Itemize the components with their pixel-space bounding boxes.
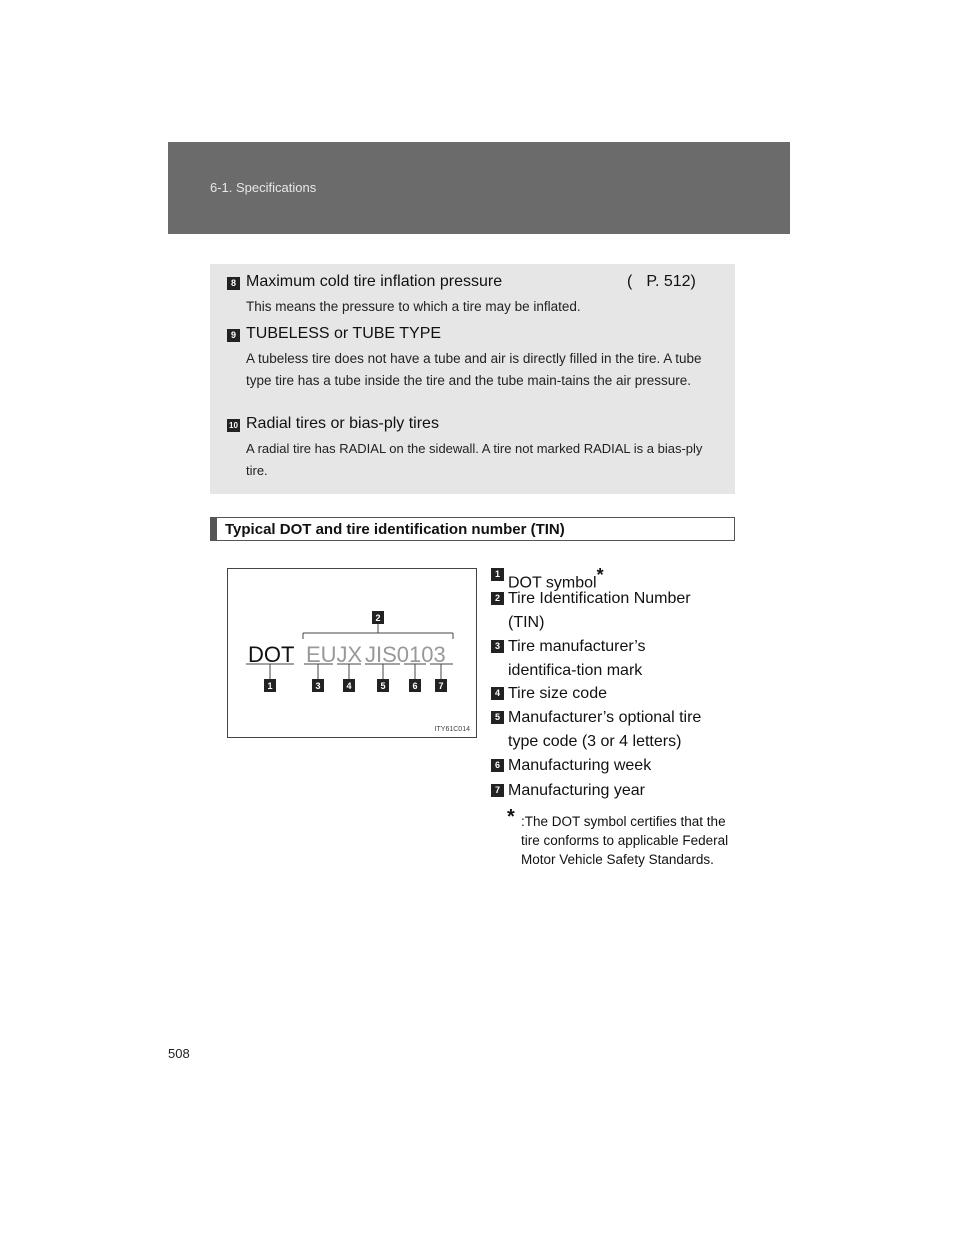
tin-diagram: [228, 569, 476, 737]
item-number-badge: 10: [227, 419, 240, 432]
tin-code-part-2: JIS0103: [365, 642, 446, 667]
item-body: A tubeless tire does not have a tube and air is directly filled in the tire. A tube type tire has a tube inside the tire and the tube main‑tains the air pressure.: [246, 351, 702, 388]
figure-code: ITY61C014: [434, 726, 470, 733]
page-number: 508: [168, 1046, 190, 1061]
callout-5: 5: [380, 681, 386, 691]
page-reference: ( P. 512): [627, 273, 696, 290]
callout-2: 2: [375, 613, 381, 623]
tin-code-part-1: EUJX: [306, 642, 363, 667]
callout-6: 6: [412, 681, 418, 691]
list-text: Manufacturing year: [508, 782, 645, 799]
item-title: TUBELESS or TUBE TYPE: [246, 325, 442, 342]
item-title: Radial tires or bias‑ply tires: [246, 415, 439, 432]
item-number-badge: 8: [227, 277, 240, 290]
list-number-badge: 6: [491, 759, 504, 772]
list-text: Manufacturing week: [508, 757, 652, 774]
item-number-badge: 9: [227, 329, 240, 342]
list-number-badge: 1: [491, 568, 504, 581]
callout-1: 1: [267, 681, 273, 691]
list-number-badge: 7: [491, 784, 504, 797]
item-body: This means the pressure to which a tire may be inflated.: [246, 299, 581, 314]
list-text: Manufacturer’s optional tire type code (3 or 4 letters): [508, 709, 702, 750]
list-text: Tire Identification Number (TIN): [508, 590, 691, 631]
footnote-star: *: [507, 806, 515, 828]
list-text: DOT symbol: [508, 574, 597, 592]
list-text: Tire size code: [508, 685, 607, 702]
item-title: Maximum cold tire inflation pressure: [246, 273, 503, 290]
tin-bracket: [303, 624, 453, 639]
callout-7: 7: [438, 681, 444, 691]
tin-figure: [227, 568, 477, 738]
list-number-badge: 4: [491, 687, 504, 700]
list-number-badge: 2: [491, 592, 504, 605]
footnote-marker: *: [596, 565, 604, 585]
item-body: A radial tire has RADIAL on the sidewall. A tire not marked RADIAL is a bias‑ply tire.: [246, 441, 703, 478]
section-label: 6‑1. Specifications: [210, 180, 317, 195]
footnote-text: :The DOT symbol certifies that the tire conforms to applicable Federal Motor Vehicle Safety Standards.: [521, 814, 729, 867]
footnote: [507, 806, 737, 869]
section-heading-text: Typical DOT and tire identification number (TIN): [225, 521, 565, 538]
list-number-badge: 3: [491, 640, 504, 653]
dot-text: DOT: [248, 642, 295, 667]
section-heading: [210, 517, 735, 541]
list-text: Tire manufacturer’s identifica‑tion mark: [508, 638, 646, 679]
callout-3: 3: [315, 681, 321, 691]
callout-4: 4: [346, 681, 352, 691]
list-number-badge: 5: [491, 711, 504, 724]
heading-marker: [211, 518, 217, 540]
